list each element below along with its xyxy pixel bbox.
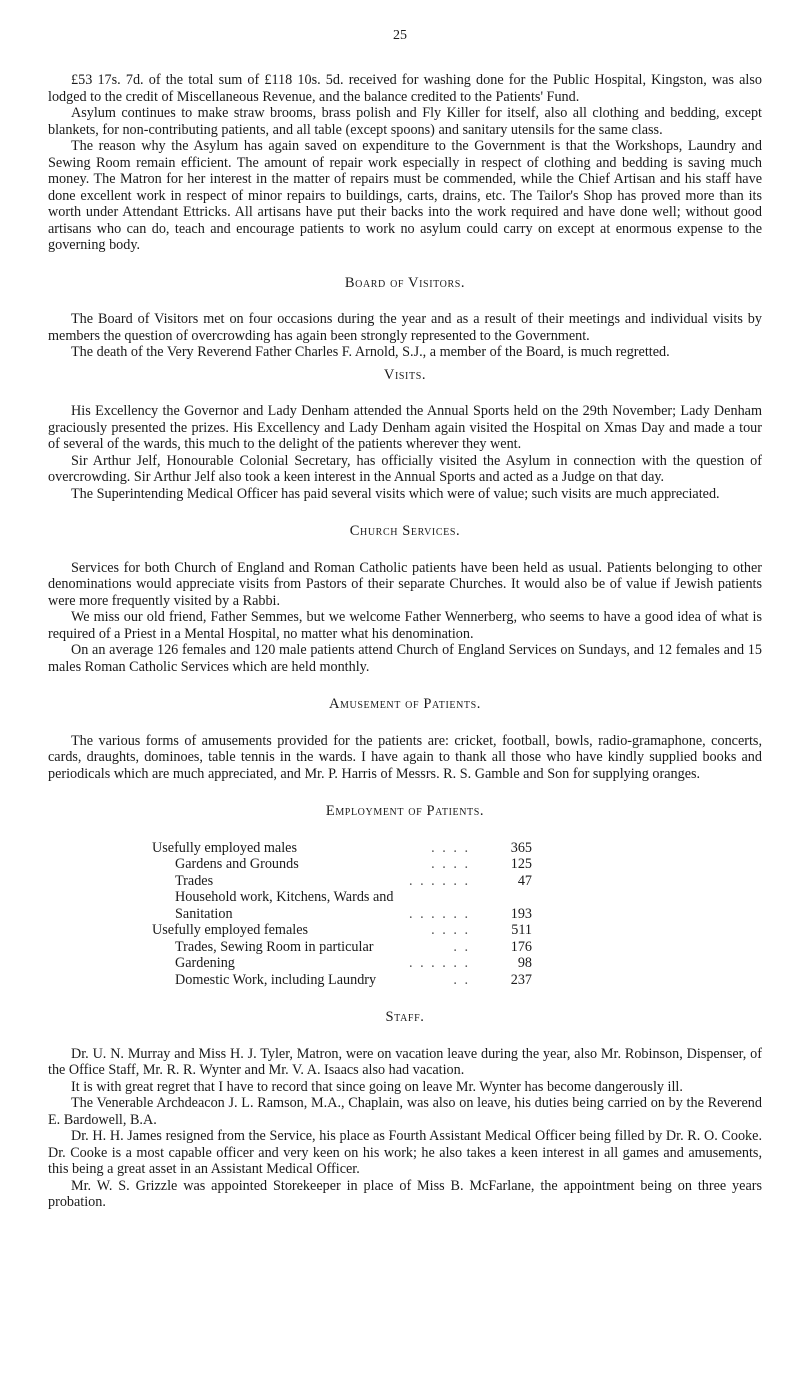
row-label: Gardening <box>175 955 235 971</box>
paragraph-amusements: The various forms of amusements provided for the patients are: cricket, football, bowls, radio-gramaphone, concerts, cards, draughts, dominoes, table tennis in the wards. I have again to thank all those who have kindly supplied books and periodicals which are much appreciated, and Mr. P. Harris of Messrs. R. S. Gamble and Son for supplying oranges. <box>48 732 762 782</box>
heading-board-of-visitors: Board of Visitors. <box>344 274 466 291</box>
row-value: 365 <box>510 839 532 856</box>
row-label: Usefully employed females <box>152 922 309 938</box>
row-value: 125 <box>510 856 532 872</box>
paragraph-medical-officer-visit: The Superintending Medical Officer has paid several visits which were of value; such visits are much appreciated. <box>71 485 720 502</box>
table-row <box>152 955 532 972</box>
row-value: 176 <box>510 938 532 955</box>
table-row <box>152 873 532 890</box>
row-value: 98 <box>517 955 532 971</box>
row-dots: . . . . <box>431 839 470 856</box>
paragraph-chaplain-leave: The Venerable Archdeacon J. L. Ramson, M.A., Chaplain, was also on leave, his duties being carried on by the Reverend E. Bardowell, B.A. <box>48 1095 762 1128</box>
paragraph-asylum-production: Asylum continues to make straw brooms, brass polish and Fly Killer for itself, also all clothing and bedding, except blankets, for non-contributing patients, and all table (except spoons) and sanitary utensils for the same class. <box>48 105 762 138</box>
paragraph-attendance: On an average 126 females and 120 male patients attend Church of England Services on Sundays, and 12 females and 15 males Roman Catholic Services which are held monthly. <box>48 642 762 675</box>
paragraph-medical-officer: Dr. H. H. James resigned from the Service, his place as Fourth Assistant Medical Officer being filled by Dr. R. O. Cooke. Dr. Cooke is a most capable officer and very keen on his work; he also takes a keen interest in all games and amusements, this being a great asset in an Assistant Medical Officer. <box>48 1128 762 1177</box>
row-value: 193 <box>510 905 532 922</box>
page-number: 25 <box>393 28 407 43</box>
row-label: Trades <box>175 872 214 889</box>
row-dots: . . . . <box>431 922 470 938</box>
paragraph-board-meetings: The Board of Visitors met on four occasions during the year and as a result of their meetings and individual visits by members the question of overcrowding has again been strongly represented to the Government. <box>48 311 762 344</box>
table-row <box>152 939 532 956</box>
heading-amusement: Amusement of Patients. <box>328 696 482 712</box>
paragraph-services: Services for both Church of England and Roman Catholic patients have been held as usual. Patients belonging to other denominations would appreciate visits from Pastors of their separate Churches. It would also be of value if Jewish patients were more frequently visited by a Rabbi. <box>48 559 762 609</box>
paragraph-governor-visit: His Excellency the Governor and Lady Denham attended the Annual Sports held on the 29th November; Lady Denham graciously presented the prizes. His Excellency and Lady Denham again visited the Hospital on Xmas Day and made a tour of several of the wards, this much to the delight of the patients wherever they went. <box>48 403 762 452</box>
paragraph-board-death: The death of the Very Reverend Father Charles F. Arnold, S.J., a member of the Board, is much regretted. <box>71 344 670 360</box>
paragraph-expenditure-savings: The reason why the Asylum has again saved on expenditure to the Government is that the Workshops, Laundry and Sewing Room remain efficient. The amount of repair work especially in respect of clothing and bedding is saving much money. The Matron for her interest in the matter of repairs must be commended, while the Chief Artisan and his staff have done excellent work in respect of minor repairs to buildings, carts, drains, etc. The Tailor's Shop has proved more than its worth under Attendant Ettricks. All artisans have put their backs into the work required and have done well; without good artisans who can do, teach and encourage patients to work no asylum could carry on except at enormous expense to the governing body. <box>48 138 762 253</box>
table-row <box>152 840 532 857</box>
heading-visits: Visits. <box>383 366 427 383</box>
paragraph-vacation-leave: Dr. U. N. Murray and Miss H. J. Tyler, Matron, were on vacation leave during the year, also Mr. Robinson, Dispenser, of the Office Staff, Mr. R. R. Wynter and Mr. V. A. Isaacs also had vacation. <box>48 1045 762 1078</box>
page-content <box>48 72 762 1211</box>
row-value: 237 <box>510 971 532 988</box>
row-label: Usefully employed males <box>152 839 297 856</box>
employment-table <box>152 840 532 989</box>
table-row <box>152 906 532 923</box>
paragraph-wynter-illness: It is with great regret that I have to record that since going on leave Mr. Wynter has become dangerously ill. <box>71 1078 683 1095</box>
table-row <box>152 922 532 939</box>
row-dots: . . . . . . <box>408 955 470 971</box>
row-label: Sanitation <box>175 905 233 922</box>
paragraph-colonial-secretary-visit: Sir Arthur Jelf, Honourable Colonial Secretary, has officially visited the Asylum in connection with the question of overcrowding. Sir Arthur Jelf also took a keen interest in the Annual Sports and acted as a Judge on that day. <box>48 452 762 485</box>
row-value: 47 <box>517 872 532 889</box>
table-row <box>152 889 532 906</box>
row-value: 511 <box>511 922 532 938</box>
row-dots: . . <box>453 938 470 955</box>
row-dots: . . . . . . <box>408 905 470 922</box>
table-row <box>152 856 532 873</box>
paragraph-storekeeper: Mr. W. S. Grizzle was appointed Storekeeper in place of Miss B. McFarlane, the appointment being on three years probation. <box>48 1177 762 1210</box>
row-label: Household work, Kitchens, Wards and <box>175 889 394 905</box>
paragraph-washing-revenue: £53 17s. 7d. of the total sum of £118 10s. 5d. received for washing done for the Public Hospital, Kingston, was also lodged to the credit of Miscellaneous Revenue, and the balance credited to the Patients' Fund. <box>48 72 762 105</box>
row-label: Trades, Sewing Room in particular <box>175 938 374 955</box>
table-row <box>152 972 532 989</box>
row-dots: . . . . <box>431 856 470 872</box>
heading-employment: Employment of Patients. <box>325 803 485 819</box>
heading-staff: Staff. <box>385 1009 425 1025</box>
paragraph-priests: We miss our old friend, Father Semmes, but we welcome Father Wennerberg, who seems to have a good idea of what is required of a Priest in a Mental Hospital, no matter what his denomination. <box>48 609 762 642</box>
row-label: Domestic Work, including Laundry <box>175 971 377 988</box>
heading-church-services: Church Services. <box>349 523 461 539</box>
row-dots: . . <box>453 971 470 988</box>
row-dots: . . . . . . <box>408 872 470 889</box>
row-label: Gardens and Grounds <box>175 856 299 872</box>
